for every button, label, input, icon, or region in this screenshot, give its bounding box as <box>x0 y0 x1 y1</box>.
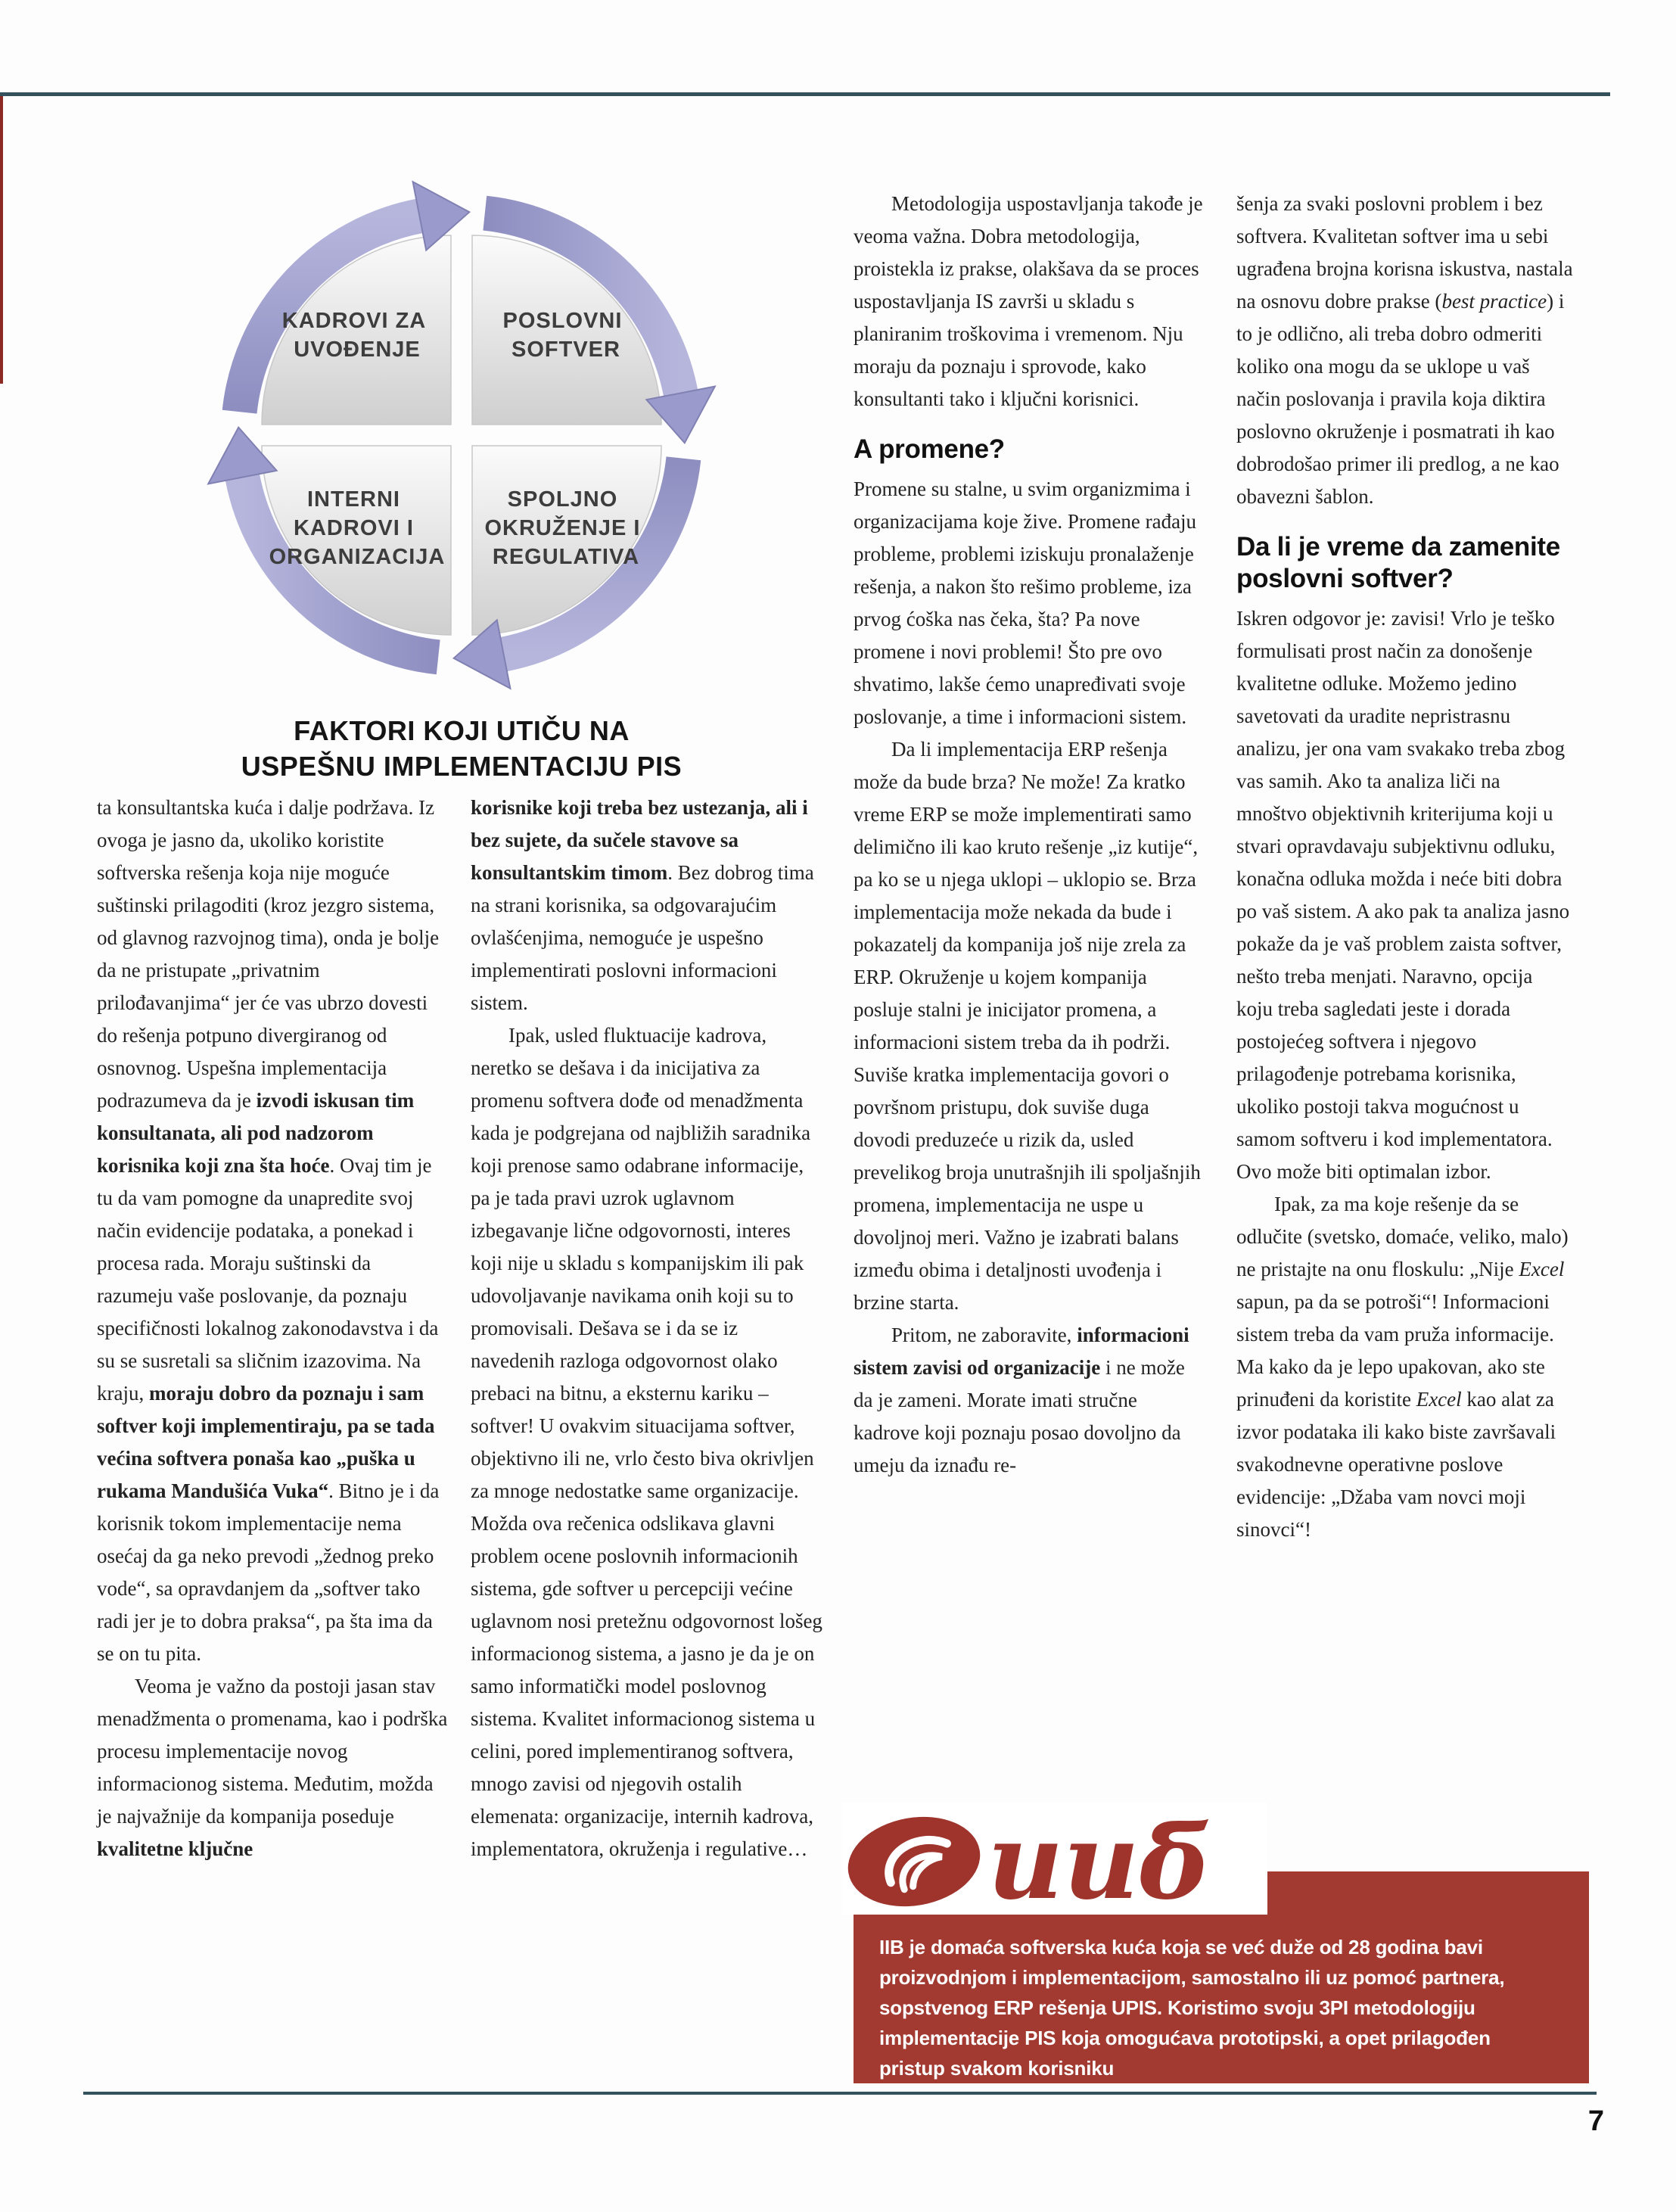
body-text-italic: Excel <box>1416 1388 1462 1411</box>
body-text: Promene su stalne, u svim organizmima i organizacijama koje žive. Promene rađaju probleme, problemi iziskuju pronalaženje rešenja, a nakon što rešimo probleme, iza prvog ćoška nas čeka, šta? Pa nove promene i novi problemi! Što pre ovo shvatimo, lakše ćemo unapređivati svoje poslovanje, a time i informacioni sistem. <box>854 478 1197 728</box>
paragraph <box>1236 1188 1573 1546</box>
body-text-bold: moraju dobro da poznaju i sam softver koji implementiraju, pa se tada većina softvera ponaša kao „puška u rukama Mandušića Vuka“ <box>97 1382 435 1502</box>
quadrant-panel-bl <box>262 446 451 635</box>
paragraph <box>471 792 822 1019</box>
body-text-italic: best practice <box>1441 290 1547 313</box>
subheading-a-promene: A promene? <box>854 434 1005 464</box>
body-text: šenja za svaki poslovni problem i bez softvera. Kvalitetan softver ima u sebi ugrađena brojna korisna iskustva, nastala na osnovu dobre prakse ( <box>1236 192 1573 313</box>
article-column-4 <box>1236 188 1573 1546</box>
body-text: ) i to je odlično, ali treba dobro odmeriti koliko ona mogu da se uklope u vaš način poslovanja i pravila koja diktira poslovno okruženje i posmatrati ih kao dobrodošao primer ili predlog, a ne kao obavezni šablon. <box>1236 290 1565 508</box>
infobox-text: IIB je domaća softverska kuća koja se već duže od 28 godina bavi proizvodnjom i implementacijom, samostalno ili uz pomoć partnera, sopstvenog ERP rešenja UPIS. Koristimo svoju 3PI metodologiju implementacije PIS koja omogućava prototipski, a opet prilagođen pristup svakom korisniku <box>879 1936 1505 2080</box>
body-text-bold: kvalitetne ključne <box>97 1837 253 1860</box>
iib-logo <box>842 1803 1267 1915</box>
body-text: i ne može da je zameni. Morate imati stručne kadrove koji poznaju posao dovoljno da umeju da iznađu re- <box>854 1356 1185 1476</box>
paragraph <box>1236 602 1573 1188</box>
body-text: sapun, pa da se potroši“! Informacioni sistem treba da vam pruža informacije. Ma kako da je lepo upakovan, ako ste prinuđeni da koristite <box>1236 1290 1554 1411</box>
paragraph <box>97 792 449 1670</box>
paragraph <box>854 1319 1205 1482</box>
body-text: kao alat za izvor podataka ili kako biste završavali svakodnevne operativne poslove evidencije: „Džaba vam novci moji sinovci“! <box>1236 1388 1556 1541</box>
article-column-2 <box>471 792 822 1865</box>
paragraph <box>471 1019 822 1865</box>
paragraph <box>1236 188 1573 513</box>
diagram-caption <box>174 713 749 784</box>
top-rule <box>0 92 1610 96</box>
iib-logo-script: ииб <box>987 1803 1209 1915</box>
body-text: . Bitno je i da korisnik tokom implementacije nema osećaj da ga neko prevodi „žednog preko vode“, sa opravdanjem da „softver tako radi jer je to dobra praksa“, pa šta ima da se on tu pita. <box>97 1479 440 1665</box>
article-column-1 <box>97 792 449 1865</box>
diagram-caption-line1: FAKTORI KOJI UTIČU NA <box>294 715 630 746</box>
paragraph <box>854 733 1205 1319</box>
article-column-3 <box>854 188 1205 1482</box>
quadrant-label-kadrovi-za-uvodjenje: KADROVI ZA UVOĐENJE <box>281 309 426 362</box>
body-text-bold: korisnike koji treba bez ustezanja, ali i bez sujete, da sučele stavove sa konsultantskim timom <box>471 796 808 884</box>
page-number: 7 <box>1587 2105 1604 2137</box>
body-text: Ipak, za ma koje rešenje da se odlučite (svetsko, domaće, veliko, malo) ne pristajte na onu floskulu: „Nije <box>1236 1193 1569 1280</box>
body-text: Veoma je važno da postoji jasan stav menadžmenta o promenama, kao i podrška procesu implementacije novog informacionog sistema. Međutim, možda je najvažnije da kompanija poseduje <box>97 1675 448 1828</box>
quadrant-panel-br <box>472 446 661 635</box>
paragraph <box>97 1670 449 1865</box>
paragraph <box>854 188 1205 415</box>
quadrant-label-spoljno-okruzenje: SPOLJNO OKRUŽENJE I REGULATIVA <box>484 487 641 569</box>
body-text: . Ovaj tim je tu da vam pomogne da unapredite svoj način evidencije podataka, a ponekad i procesa rada. Moraju suštinski da razumeju vaše poslovanje, da poznaju specifičnosti lokalnog zakonodavstva i da su se susretali sa sličnim izazovima. Na kraju, <box>97 1154 439 1405</box>
body-text: Metodologija uspostavljanja takođe je veoma važna. Dobra metodologija, proistekla iz prakse, olakšava da se proces uspostavljanja IS završi u skladu s planiranim troškovima i vremenom. Nju moraju da poznaju i sprovode, kako konsultanti tako i ključni korisnici. <box>854 192 1203 410</box>
iib-logo-mark <box>842 1807 987 1915</box>
subheading-da-li-je-vreme: Da li je vreme da zamenite poslovni softver? <box>1236 532 1560 593</box>
body-text: Da li implementacija ERP rešenja može da bude brza? Ne može! Za kratko vreme ERP se može implementirati samo delimično ili kao kruto rešenje „iz kutije“, pa ko se u njega uklopi – uklopio se. Brza implementacija može nekada da bude i pokazatelj da kompanija još nije zrela za ERP. Okruženje u kojem kompanija posluje stalni je inicijator promena, a informacioni sistem treba da ih podrži. Suviše kratka implementacija govori o površnom pristupu, dok suviše duga dovodi preduzeće u rizik da, usled prevelikog broja unutrašnjih ili spoljašnjih promena, implementacija ne uspe u dovoljnoj meri. Važno je izabrati balans između obima i detaljnosti uvođenja i brzine starta. <box>854 738 1201 1314</box>
body-text: . Bez dobrog tima na strani korisnika, sa odgovarajućim ovlašćenjima, nemoguće je uspešno implementirati poslovni informacioni sistem. <box>471 861 814 1014</box>
body-text-bold: informacioni sistem zavisi od organizacije <box>854 1324 1189 1379</box>
bottom-rule <box>83 2092 1597 2095</box>
body-text: Pritom, ne zaboravite, <box>891 1324 1077 1346</box>
paragraph <box>854 473 1205 733</box>
left-edge-mark <box>0 96 3 384</box>
body-text: ta konsultantska kuća i dalje podržava. Iz ovoga je jasno da, ukoliko koristite softverska rešenja koja nije moguće suštinski prilagoditi (kroz jezgro sistema, od glavnog razvojnog tima), onda je bolje da ne pristupate „privatnim prilođavanjima“ jer će vas ubrzo dovesti do rešenja potpuno divergiranog od osnovnog. Uspešna implementacija podrazumeva da je <box>97 796 440 1112</box>
quadrant-label-interni-kadrovi: INTERNI KADROVI I ORGANIZACIJA <box>269 487 446 569</box>
quadrant-label-poslovni-softver: POSLOVNI SOFTVER <box>502 309 623 362</box>
body-text-bold: izvodi iskusan tim konsultanata, ali pod nadzorom korisnika koji zna šta hoće <box>97 1089 415 1177</box>
body-text: Iskren odgovor je: zavisi! Vrlo je teško formulisati prost način za donošenje kvalitetne odluke. Možemo jedino savetovati da uradite nepristrasnu analizu, jer ona vam svakako treba zbog vas samih. Ako ta analiza liči na mnoštvo objektivnih kriterijuma koji u stvari opravdavaju subjektivnu odluku, konačna odluka možda i neće biti dobra po vaš sistem. A ako pak ta analiza jasno pokaže da je vaš problem zaista softver, nešto treba menjati. Naravno, opcija koju treba sagledati jeste i dorada postojećeg softvera i njegovo prilagođenje potrebama korisnika, ukoliko postoji takva mogućnost u samom softveru i kod implementatora. Ovo može biti optimalan izbor. <box>1236 607 1570 1183</box>
body-text-italic: Excel <box>1519 1258 1565 1280</box>
diagram-caption-line2: USPEŠNU IMPLEMENTACIJU PIS <box>241 751 683 782</box>
pis-factors-cycle-diagram <box>174 148 749 723</box>
body-text: Ipak, usled fluktuacije kadrova, neretko se dešava i da inicijativa za promenu softvera dođe od menadžmenta kada je podgrejana od najbližih saradnika koji prenose samo odabrane informacije, pa je tada pravi uzrok uglavnom izbegavanje lične odgovornosti, interes koji nije u skladu s kompanijskim ili pak udovoljavanje navikama onih koji su to promovisali. Dešava se i da se iz navedenih razloga odgovornost olako prebaci na bitnu, a eksternu kariku – softver! U ovakvim situacijama softver, objektivno ili ne, vrlo često biva okrivljen za mnoge nedostatke same organizacije. Možda ova rečenica odslikava glavni problem ocene poslovnih informacionih sistema, gde softver u percepciji većine uglavnom nosi pretežnu odgovornost lošeg informacionog sistema, a jasno je da je on samo informatički model poslovnog sistema. Kvalitet informacionog sistema u celini, pored implementiranog softvera, mnogo zavisi od njegovih ostalih elemenata: organizacije, internih kadrova, implementatora, okruženja i regulative… <box>471 1024 822 1860</box>
